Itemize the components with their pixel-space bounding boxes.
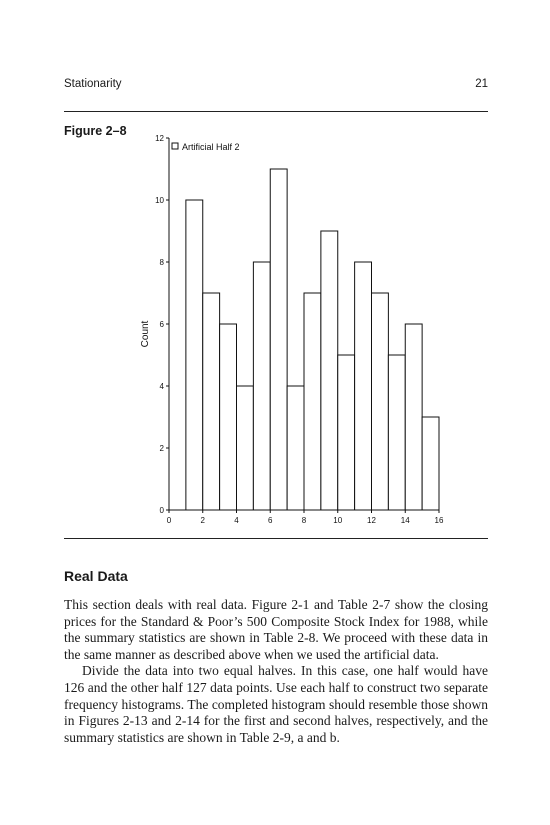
histogram-bar-8: [304, 293, 321, 510]
legend-label: Artificial Half 2: [182, 142, 240, 152]
y-axis-label: Count: [140, 320, 151, 348]
histogram-bar-10: [338, 355, 355, 510]
y-tick-label: 4: [159, 382, 164, 391]
histogram-bar-15: [422, 417, 439, 510]
histogram-bar-11: [355, 262, 372, 510]
x-tick-label: 16: [434, 516, 444, 525]
y-tick-label: 0: [159, 506, 164, 515]
y-tick-label: 2: [159, 444, 164, 453]
legend-swatch: [172, 143, 178, 149]
paragraph-1: This section deals with real data. Figure 2-1 and Table 2-7 show the closing prices for the Standard & Poor’s 500 Composite Stock Index for 1988, while the summary statistics are shown in Table 2-8. We proceed with these data in the same manner as described above when we used the artificial data.: [64, 597, 488, 662]
histogram-bar-2: [203, 293, 220, 510]
histogram-bar-9: [321, 231, 338, 510]
histogram-chart: [130, 128, 460, 526]
x-tick-label: 12: [367, 516, 376, 525]
figure-label: Figure 2–8: [64, 124, 127, 138]
figure-bottom-rule: [64, 538, 488, 539]
histogram-bar-7: [287, 386, 304, 510]
x-tick-label: 0: [166, 516, 172, 525]
paragraph-2: Divide the data into two equal halves. In this case, one half would have 126 and the other half 127 data points. Use each half to construct two separate frequency histograms. The completed histogram should resemble those shown in Figures 2-13 and 2-14 for the first and second halves, respectively, and the summary statistics are shown in Table 2-9, a and b.: [64, 663, 488, 745]
histogram-bar-14: [405, 324, 422, 510]
y-tick-label: 10: [155, 196, 164, 205]
bars-layer: [186, 169, 439, 510]
x-tick-label: 8: [301, 516, 307, 525]
running-title: Stationarity: [64, 78, 122, 90]
header-rule: [64, 111, 488, 112]
y-tick-label: 12: [155, 134, 164, 143]
x-tick-label: 4: [234, 516, 239, 525]
histogram-bar-12: [372, 293, 389, 510]
histogram-bar-6: [270, 169, 287, 510]
section-heading: Real Data: [64, 568, 128, 584]
y-tick-label: 8: [159, 258, 164, 267]
x-tick-label: 10: [333, 516, 343, 525]
y-tick-label: 6: [159, 320, 164, 329]
histogram-bar-3: [220, 324, 237, 510]
histogram-bar-5: [253, 262, 270, 510]
running-header: [64, 78, 488, 90]
histogram-bar-1: [186, 200, 203, 510]
page-number: 21: [475, 78, 488, 90]
x-tick-label: 2: [200, 516, 205, 525]
legend: [172, 142, 240, 152]
x-tick-label: 14: [400, 516, 410, 525]
histogram-bar-13: [388, 355, 405, 510]
histogram-bar-4: [237, 386, 254, 510]
x-tick-label: 6: [268, 516, 273, 525]
body-text: [64, 597, 488, 746]
